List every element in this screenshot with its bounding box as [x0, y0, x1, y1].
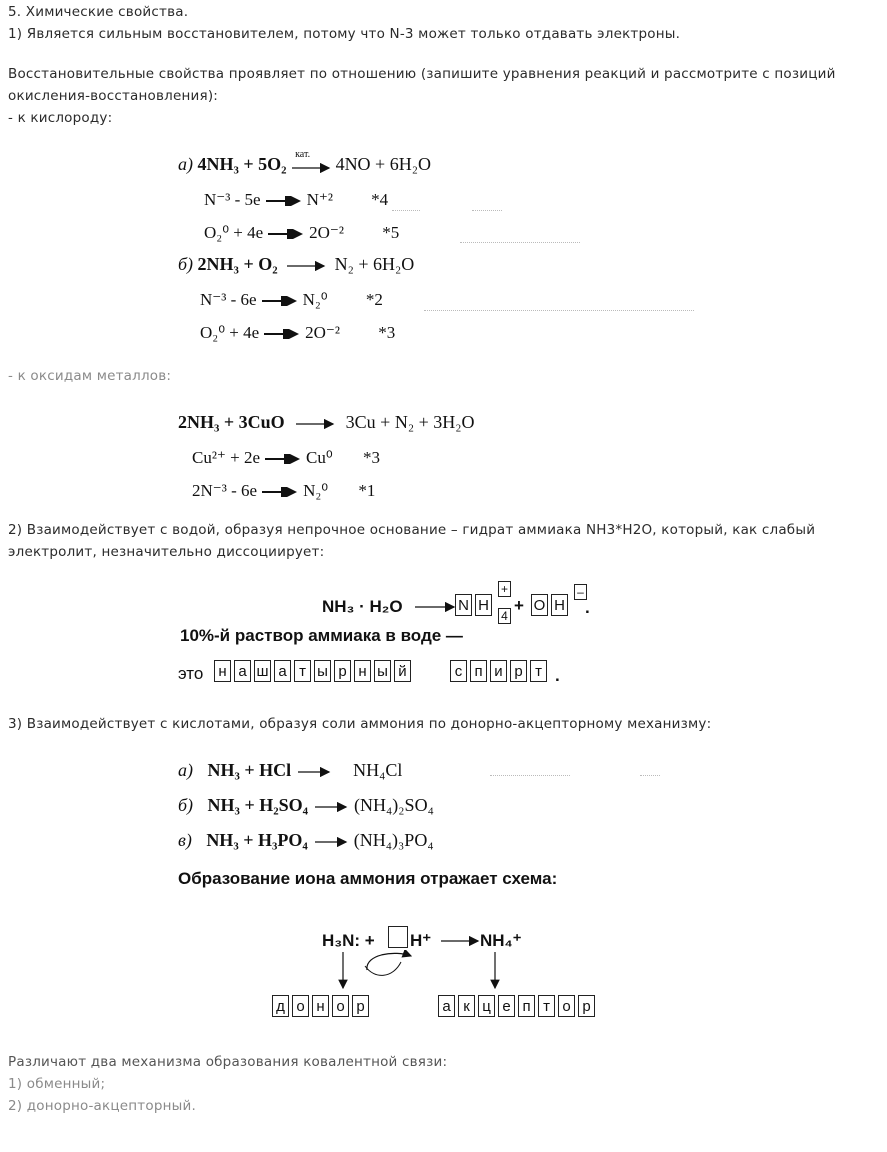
acceptor-cells: [438, 995, 595, 1017]
donor-cells: [272, 995, 369, 1017]
reducing-intro-line2: окисления-восстановления):: [8, 88, 219, 104]
ion1-cells: [455, 594, 492, 616]
half-coef: *3: [362, 448, 380, 467]
letter-cell: к: [458, 995, 475, 1017]
acid-reaction-row: [178, 795, 434, 816]
eq-cuo-right: 3Cu + N₂ + 3H₂O: [345, 412, 475, 432]
letter-cell: о: [292, 995, 309, 1017]
reaction-arrow-icon: [314, 837, 348, 847]
dissociation-plus: +: [514, 596, 524, 615]
ion1-subscript: 4: [498, 608, 511, 624]
eq-a-half2: [204, 223, 399, 243]
letter-cell: н: [214, 660, 231, 682]
letter-cell: п: [518, 995, 535, 1017]
mechanism-item-2: 2) донорно-акцепторный.: [8, 1098, 196, 1114]
letter-cell: о: [332, 995, 349, 1017]
acid-left: NH₃ + HCl: [207, 760, 292, 780]
eq-a-left: 4NH₃ + 5O₂: [197, 154, 287, 174]
reaction-arrow-icon: [414, 602, 456, 612]
half-coef: *4: [371, 190, 389, 209]
eq-b-prefix: б): [178, 254, 194, 274]
oxygen-label: - к кислороду:: [8, 110, 113, 126]
dotted-line: [472, 210, 502, 211]
letter-cell: ш: [254, 660, 271, 682]
eq-a-right: 4NO + 6H₂O: [335, 154, 431, 174]
letter-cell: н: [312, 995, 329, 1017]
empty-orbital-box: [388, 926, 408, 948]
half-coef: *2: [365, 290, 383, 309]
dotted-line: [640, 775, 660, 776]
arrow-icon: [261, 296, 299, 306]
word-spirt: [450, 660, 547, 682]
acid-left: NH₃ + H₂SO₄: [207, 795, 309, 815]
ammonium-right: NH₄⁺: [480, 931, 522, 950]
ammonia-solution-line: 10%-й раствор аммиака в воде —: [180, 626, 463, 645]
ammonium-title: Образование иона аммония отражает схема:: [178, 869, 558, 888]
dotted-line: [424, 310, 694, 311]
half-left: O₂⁰ + 4e: [200, 323, 260, 342]
reducing-intro-line1: Восстановительные свойства проявляет по отношению (запишите уравнения реакций и рассмотрите с позиций: [8, 66, 836, 82]
letter-cell: ы: [314, 660, 331, 682]
word-nashatyrny: [214, 660, 411, 682]
eq-b-left: 2NH₃ + O₂: [197, 254, 278, 274]
acid-prefix: в): [178, 830, 197, 850]
letter-cell: р: [510, 660, 527, 682]
half-left: N⁻³ - 5e: [204, 190, 261, 209]
reaction-arrow-icon: [440, 936, 480, 946]
dissociation-dot: .: [585, 598, 590, 617]
eq-cuo-half1: [192, 448, 380, 468]
half-coef: *3: [378, 323, 396, 342]
property-3-text: 3) Взаимодействует с кислотами, образуя соли аммония по донорно-акцепторному механизму:: [8, 716, 712, 732]
arrow-icon: [261, 487, 299, 497]
letter-cell: т: [530, 660, 547, 682]
letter-cell: N: [455, 594, 472, 616]
metal-oxides-label: - к оксидам металлов:: [8, 368, 172, 384]
property-2-line2: электролит, незначительно диссоциирует:: [8, 544, 325, 560]
half-right: Cu⁰: [306, 448, 333, 467]
eq-b-half2: [200, 323, 395, 343]
equation-cuo: [178, 412, 475, 433]
eq-a-prefix: а): [178, 154, 193, 174]
letter-cell: п: [470, 660, 487, 682]
property-2-line1: 2) Взаимодействует с водой, образуя непрочное основание – гидрат аммиака NH3*H2O, который, как слабый: [8, 522, 816, 538]
letter-cell: о: [558, 995, 575, 1017]
ammonium-left: H₃N: +: [322, 931, 375, 950]
ammonia-solution-prefix: это: [178, 664, 204, 683]
ammonia-solution-dot: .: [555, 666, 560, 685]
arrow-icon: [265, 196, 303, 206]
acid-prefix: а): [178, 760, 198, 780]
arrow-icon: [264, 454, 302, 464]
letter-cell: р: [578, 995, 595, 1017]
half-left: 2N⁻³ - 6e: [192, 481, 258, 500]
ion2-cells: [531, 594, 568, 616]
letter-cell: с: [450, 660, 467, 682]
half-left: N⁻³ - 6e: [200, 290, 257, 309]
half-right: N₂⁰: [302, 290, 328, 309]
reaction-arrow-icon: [314, 802, 348, 812]
letter-cell: H: [475, 594, 492, 616]
acid-reaction-row: [178, 760, 402, 781]
acid-prefix: б): [178, 795, 198, 815]
half-left: O₂⁰ + 4e: [204, 223, 264, 242]
letter-cell: а: [234, 660, 251, 682]
letter-cell: а: [438, 995, 455, 1017]
acid-left: NH₃ + H₃PO₄: [206, 830, 308, 850]
eq-cuo-half2: [192, 481, 375, 501]
dotted-line: [460, 242, 580, 243]
letter-cell: д: [272, 995, 289, 1017]
arrow-icon: [267, 229, 305, 239]
arrow-icon: [263, 329, 301, 339]
half-right: N⁺²: [306, 190, 333, 209]
ion1-charge: +: [498, 581, 511, 597]
dissociation-left: NH₃ · H₂O: [322, 597, 403, 616]
equation-a: [178, 148, 431, 175]
acid-right: (NH₄)₃PO₄: [353, 830, 434, 850]
eq-a-half1: [204, 190, 388, 210]
eq-b-right: N₂ + 6H₂O: [334, 254, 415, 274]
letter-cell: ц: [478, 995, 495, 1017]
letter-cell: т: [294, 660, 311, 682]
half-left: Cu²⁺ + 2e: [192, 448, 261, 467]
letter-cell: т: [538, 995, 555, 1017]
letter-cell: р: [352, 995, 369, 1017]
dotted-line: [392, 210, 420, 211]
ion2-charge: –: [574, 584, 587, 600]
letter-cell: H: [551, 594, 568, 616]
acid-right: (NH₄)₂SO₄: [354, 795, 434, 815]
letter-cell: и: [490, 660, 507, 682]
section-heading: 5. Химические свойства.: [8, 4, 189, 20]
eq-b-half1: [200, 290, 383, 310]
half-right: N₂⁰: [303, 481, 329, 500]
reaction-arrow-icon: [295, 419, 335, 429]
eq-cuo-left: 2NH₃ + 3CuO: [178, 412, 285, 432]
reaction-arrow-icon: [291, 163, 331, 173]
letter-cell: а: [274, 660, 291, 682]
reaction-arrow-icon: [297, 767, 331, 777]
property-1-text: 1) Является сильным восстановителем, потому что N-3 может только отдавать электроны.: [8, 26, 681, 42]
letter-cell: е: [498, 995, 515, 1017]
letter-cell: ы: [374, 660, 391, 682]
acid-right: NH₄Cl: [353, 760, 403, 780]
half-coef: *1: [358, 481, 376, 500]
letter-cell: й: [394, 660, 411, 682]
half-coef: *5: [382, 223, 400, 242]
half-right: 2O⁻²: [305, 323, 341, 342]
dotted-line: [490, 775, 570, 776]
letter-cell: н: [354, 660, 371, 682]
letter-cell: р: [334, 660, 351, 682]
equation-b: [178, 254, 414, 275]
electron-pair-arrows-icon: [335, 950, 515, 998]
ammonium-hplus: H⁺: [410, 931, 432, 950]
mechanisms-title: Различают два механизма образования ковалентной связи:: [8, 1054, 448, 1070]
acid-reaction-row: [178, 830, 434, 851]
half-right: 2O⁻²: [309, 223, 345, 242]
letter-cell: O: [531, 594, 548, 616]
mechanism-item-1: 1) обменный;: [8, 1076, 106, 1092]
catalyst-label: кат.: [295, 148, 311, 160]
reaction-arrow-icon: [286, 261, 326, 271]
